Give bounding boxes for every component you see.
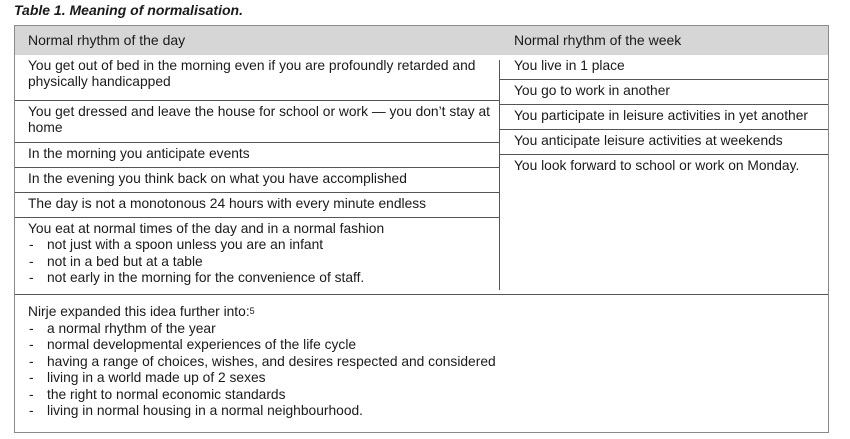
- footnote-ref: 5: [249, 306, 255, 316]
- table-caption: Table 1. Meaning of normalisation.: [14, 2, 243, 18]
- week-row: You participate in leisure activities in yet another: [500, 105, 828, 130]
- week-row: You live in 1 place: [500, 55, 828, 80]
- day-column: [15, 55, 499, 291]
- day-row: In the morning you anticipate events: [15, 143, 499, 168]
- list-item: - normal developmental experiences of the life cycle: [28, 337, 818, 354]
- list-item: - not just with a spoon unless you are an infant: [28, 237, 493, 254]
- day-row: You get dressed and leave the house for school or work — you don’t stay at home: [15, 101, 499, 143]
- header-day: Normal rhythm of the day: [28, 32, 186, 48]
- expansion-section: [28, 304, 818, 420]
- section-divider: [15, 294, 828, 295]
- header-week: Normal rhythm of the week: [514, 32, 682, 48]
- day-row: In the evening you think back on what you have accomplished: [15, 168, 499, 193]
- list-item: - not early in the morning for the convenience of staff.: [28, 270, 493, 287]
- list-item: - the right to normal economic standards: [28, 387, 818, 404]
- expansion-intro: Nirje expanded this idea further into:$^5$: [28, 304, 255, 319]
- expansion-list: [28, 321, 818, 420]
- table-header: [15, 26, 828, 55]
- week-row: You look forward to school or work on Monday.: [514, 158, 800, 173]
- day-row: You get out of bed in the morning even if you are profoundly retarded and physically handicapped: [15, 55, 499, 101]
- week-row: You go to work in another: [500, 80, 828, 105]
- eating-subitems: [28, 237, 493, 287]
- list-item: - having a range of choices, wishes, and desires respected and considered: [28, 354, 818, 371]
- eating-label: You eat at normal times of the day and in a normal fashion: [28, 221, 385, 236]
- day-row: The day is not a monotonous 24 hours with every minute endless: [15, 193, 499, 218]
- day-row-eating: [15, 218, 499, 291]
- week-row: You anticipate leisure activities at weekends: [500, 130, 828, 155]
- normalisation-table: [14, 25, 829, 433]
- list-item: - not in a bed but at a table: [28, 254, 493, 271]
- list-item: - a normal rhythm of the year: [28, 321, 818, 338]
- list-item: - living in normal housing in a normal neighbourhood.: [28, 403, 818, 420]
- week-column: [499, 55, 828, 180]
- list-item: - living in a world made up of 2 sexes: [28, 370, 818, 387]
